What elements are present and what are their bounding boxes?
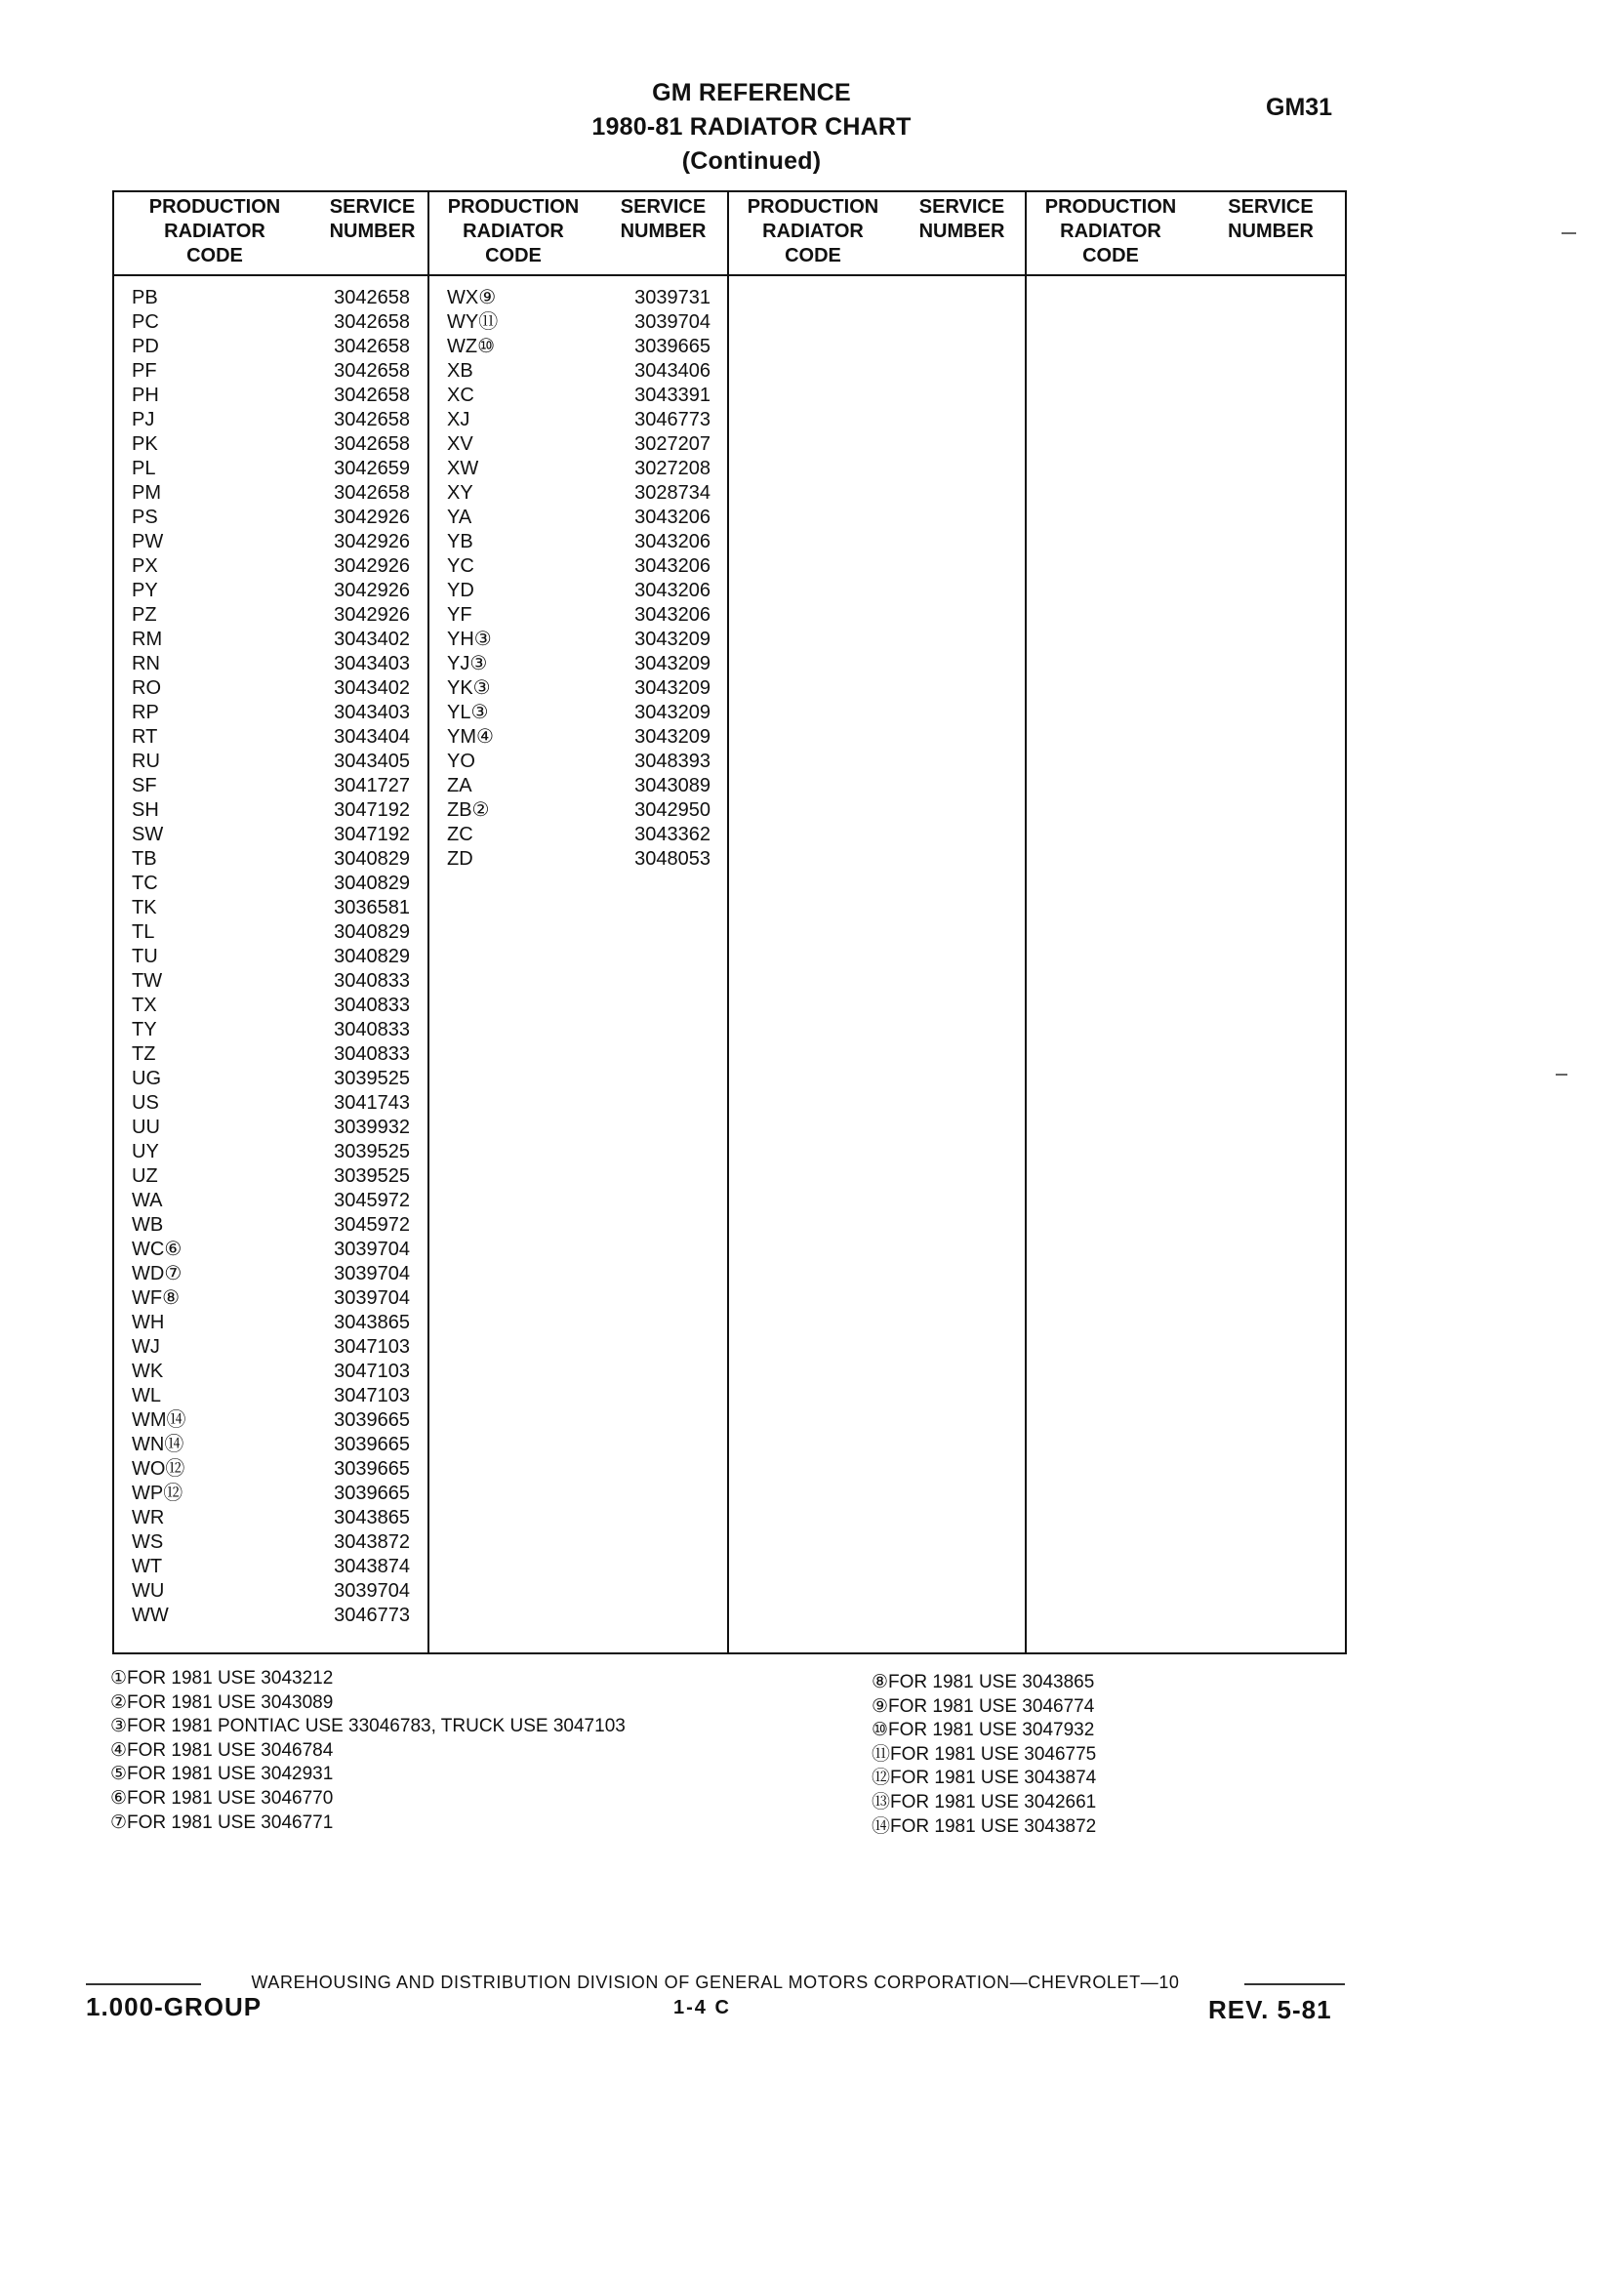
- table-row: [132, 310, 410, 335]
- production-code: XC: [447, 385, 474, 406]
- production-code: YM④: [447, 726, 494, 748]
- footnote: ⑤FOR 1981 USE 3042931: [110, 1764, 334, 1785]
- service-number: 3039525: [334, 1141, 410, 1162]
- table-row: [447, 628, 710, 652]
- production-code: WZ⑩: [447, 336, 496, 357]
- footnote: ⑧FOR 1981 USE 3043865: [872, 1672, 1095, 1692]
- production-code: TK: [132, 897, 157, 918]
- service-number: 3045972: [334, 1214, 410, 1236]
- production-code: PB: [132, 287, 158, 308]
- table-row: [132, 359, 410, 384]
- table-row: [132, 1018, 410, 1042]
- production-code: RU: [132, 751, 160, 772]
- service-number: 3039932: [334, 1117, 410, 1138]
- table-row: [132, 1042, 410, 1067]
- service-number: 3043405: [334, 751, 410, 772]
- table-row: [447, 286, 710, 310]
- table-row: [447, 750, 710, 774]
- column-divider: [727, 190, 729, 1654]
- table-row: [447, 310, 710, 335]
- table-row: [447, 384, 710, 408]
- margin-mark: [1556, 1074, 1567, 1076]
- table-row: [132, 1482, 410, 1506]
- production-code: TU: [132, 946, 158, 967]
- column-divider: [427, 190, 429, 1654]
- production-code: WH: [132, 1312, 165, 1333]
- service-number: 3045972: [334, 1190, 410, 1211]
- production-code: PD: [132, 336, 159, 357]
- service-number: 3039704: [334, 1263, 410, 1284]
- service-number: 3042658: [334, 433, 410, 455]
- production-code: XB: [447, 360, 473, 382]
- table-row: [132, 798, 410, 823]
- table-row: [447, 554, 710, 579]
- service-number: 3047103: [334, 1336, 410, 1358]
- production-code: SH: [132, 799, 159, 821]
- service-number: 3039665: [634, 336, 710, 357]
- table-row: [132, 1457, 410, 1482]
- service-number: 3040829: [334, 921, 410, 943]
- table-row: [132, 384, 410, 408]
- service-number: 3048053: [634, 848, 710, 870]
- service-number: 3040833: [334, 970, 410, 992]
- service-number: 3040833: [334, 995, 410, 1016]
- production-code: PY: [132, 580, 158, 601]
- footer-division-text: [86, 1973, 1345, 1993]
- service-number: 3040833: [334, 1019, 410, 1040]
- production-code: ZA: [447, 775, 472, 796]
- production-code: PZ: [132, 604, 157, 626]
- service-number: 3046773: [334, 1605, 410, 1626]
- production-code: TB: [132, 848, 157, 870]
- table-row: [132, 1408, 410, 1433]
- margin-mark: [1562, 232, 1576, 234]
- production-code: PS: [132, 507, 158, 528]
- service-number: 3039704: [334, 1239, 410, 1260]
- service-number: 3043402: [334, 677, 410, 699]
- service-number: 3043362: [634, 824, 710, 845]
- table-row: [132, 1140, 410, 1164]
- production-code: RM: [132, 629, 163, 650]
- table-row: [447, 457, 710, 481]
- production-code: YK③: [447, 677, 491, 699]
- production-code: PF: [132, 360, 157, 382]
- table-row: [447, 335, 710, 359]
- table-row: [132, 286, 410, 310]
- table-row: [447, 798, 710, 823]
- service-number: 3043206: [634, 507, 710, 528]
- table-row: [132, 1433, 410, 1457]
- table-row: [132, 1579, 410, 1604]
- table-row: [447, 701, 710, 725]
- production-code: WD⑦: [132, 1263, 183, 1284]
- service-number: 3042658: [334, 287, 410, 308]
- footnote: ②FOR 1981 USE 3043089: [110, 1691, 334, 1713]
- production-code: WJ: [132, 1336, 160, 1358]
- production-code: RT: [132, 726, 158, 748]
- service-number: 3043406: [634, 360, 710, 382]
- service-number: 3041727: [334, 775, 410, 796]
- production-code: RO: [132, 677, 161, 699]
- production-code: PL: [132, 458, 156, 479]
- chart-title: 1980-81 RADIATOR CHART: [591, 113, 912, 141]
- service-number: 3027208: [634, 458, 710, 479]
- production-code: PH: [132, 385, 159, 406]
- footnotes-left: [110, 1667, 626, 1835]
- table-row: [132, 1604, 410, 1628]
- table-row: [132, 1506, 410, 1530]
- table-row: [132, 823, 410, 847]
- table-row: [132, 603, 410, 628]
- service-number: 3042658: [334, 311, 410, 333]
- production-code: PM: [132, 482, 161, 504]
- service-number: 3043206: [634, 604, 710, 626]
- service-number: 3028734: [634, 482, 710, 504]
- production-code: WY⑪: [447, 311, 499, 333]
- production-code: WP⑫: [132, 1483, 183, 1504]
- production-code: PW: [132, 531, 164, 552]
- service-number: 3039665: [334, 1409, 410, 1431]
- service-number: 3042658: [334, 409, 410, 430]
- table-row: [447, 725, 710, 750]
- table-row: [447, 506, 710, 530]
- footnote: ③FOR 1981 PONTIAC USE 33046783, TRUCK USE 3047103: [110, 1716, 626, 1737]
- service-number: 3043391: [634, 385, 710, 406]
- footnote: ⑭FOR 1981 USE 3043872: [872, 1815, 1097, 1837]
- table-row: [132, 945, 410, 969]
- production-code: UG: [132, 1068, 161, 1089]
- table-row: [132, 920, 410, 945]
- production-code: YL③: [447, 702, 489, 723]
- service-number: 3042926: [334, 555, 410, 577]
- service-number: 3036581: [334, 897, 410, 918]
- service-number: 3047192: [334, 824, 410, 845]
- table-row: [132, 1555, 410, 1579]
- table-row: [132, 676, 410, 701]
- table-row: [132, 1384, 410, 1408]
- service-number: 3043209: [634, 677, 710, 699]
- production-code: XJ: [447, 409, 470, 430]
- footnote: ⑦FOR 1981 USE 3046771: [110, 1812, 334, 1833]
- table-row: [132, 579, 410, 603]
- production-code: YC: [447, 555, 474, 577]
- production-code: TX: [132, 995, 157, 1016]
- footer-revision: REV. 5-81: [1208, 1995, 1332, 2024]
- footnote: ⑪FOR 1981 USE 3046775: [872, 1743, 1097, 1765]
- table-row: [132, 335, 410, 359]
- footnote: ⑥FOR 1981 USE 3046770: [110, 1787, 334, 1809]
- table-row: [132, 506, 410, 530]
- table-row: [132, 701, 410, 725]
- footnote: ⑬FOR 1981 USE 3042661: [872, 1791, 1097, 1812]
- production-code: WC⑥: [132, 1239, 183, 1260]
- production-code: WM⑭: [132, 1409, 186, 1431]
- service-number: 3043209: [634, 726, 710, 748]
- table-row: [132, 1189, 410, 1213]
- table-row: [447, 823, 710, 847]
- production-code: TC: [132, 873, 158, 894]
- service-number: 3042658: [334, 385, 410, 406]
- service-number: 3040829: [334, 946, 410, 967]
- production-code: US: [132, 1092, 159, 1114]
- title-block: [527, 76, 976, 179]
- table-row: [447, 432, 710, 457]
- table-row: [132, 994, 410, 1018]
- production-code: XW: [447, 458, 479, 479]
- header-service-number: SERVICE NUMBER: [620, 196, 707, 242]
- table-row: [132, 1286, 410, 1311]
- production-code: WT: [132, 1556, 163, 1577]
- header-service-number: SERVICE NUMBER: [329, 196, 416, 242]
- table-row: [132, 1116, 410, 1140]
- header-service-number: SERVICE NUMBER: [1228, 196, 1314, 242]
- service-number: 3039665: [334, 1434, 410, 1455]
- document-code: GM31: [1266, 94, 1333, 121]
- production-code: UU: [132, 1117, 160, 1138]
- table-row: [132, 847, 410, 872]
- table-row: [132, 1238, 410, 1262]
- table-row: [132, 1311, 410, 1335]
- production-code: WX⑨: [447, 287, 497, 308]
- production-code: TY: [132, 1019, 157, 1040]
- production-code: UZ: [132, 1165, 158, 1187]
- table-row: [447, 847, 710, 872]
- radiator-chart-table: [112, 190, 1347, 1654]
- service-number: 3042658: [334, 336, 410, 357]
- table-row: [132, 1067, 410, 1091]
- table-row: [132, 1530, 410, 1555]
- service-number: 3043872: [334, 1531, 410, 1553]
- service-number: 3039525: [334, 1068, 410, 1089]
- footnote: ④FOR 1981 USE 3046784: [110, 1739, 334, 1761]
- production-code: SW: [132, 824, 164, 845]
- footer-division-label: WAREHOUSING AND DISTRIBUTION DIVISION OF GENERAL MOTORS CORPORATION—CHEVROLET—10: [247, 1973, 1183, 1992]
- production-code: WF⑧: [132, 1287, 181, 1309]
- production-code: WB: [132, 1214, 164, 1236]
- production-code: TZ: [132, 1043, 156, 1065]
- service-number: 3043874: [334, 1556, 410, 1577]
- table-row: [447, 408, 710, 432]
- production-code: ZD: [447, 848, 473, 870]
- table-row: [447, 774, 710, 798]
- table-row: [132, 774, 410, 798]
- service-number: 3047192: [334, 799, 410, 821]
- production-code: WR: [132, 1507, 165, 1528]
- footnotes-right: [872, 1671, 1096, 1839]
- service-number: 3043206: [634, 531, 710, 552]
- service-number: 3039525: [334, 1165, 410, 1187]
- production-code: SF: [132, 775, 157, 796]
- service-number: 3043209: [634, 629, 710, 650]
- service-number: 3043403: [334, 702, 410, 723]
- service-number: 3040833: [334, 1043, 410, 1065]
- table-row: [447, 481, 710, 506]
- service-number: 3043206: [634, 555, 710, 577]
- service-number: 3039704: [334, 1580, 410, 1602]
- table-row: [447, 579, 710, 603]
- production-code: WW: [132, 1605, 169, 1626]
- production-code: YB: [447, 531, 473, 552]
- table-row: [132, 554, 410, 579]
- header-production-code: PRODUCTION RADIATOR CODE: [1044, 196, 1177, 266]
- table-row: [132, 1091, 410, 1116]
- table-row: [132, 432, 410, 457]
- service-number: 3043403: [334, 653, 410, 674]
- service-number: 3043865: [334, 1312, 410, 1333]
- table-row: [132, 628, 410, 652]
- production-code: WL: [132, 1385, 161, 1406]
- footnote: ⑨FOR 1981 USE 3046774: [872, 1695, 1095, 1717]
- table-row: [132, 1335, 410, 1360]
- production-code: PJ: [132, 409, 155, 430]
- service-number: 3043402: [334, 629, 410, 650]
- table-row: [132, 896, 410, 920]
- footer-page-number: 1-4 C: [673, 1997, 731, 2018]
- header-production-code: PRODUCTION RADIATOR CODE: [148, 196, 281, 266]
- service-number: 3039704: [334, 1287, 410, 1309]
- service-number: 3042926: [334, 531, 410, 552]
- production-code: ZB②: [447, 799, 490, 821]
- service-number: 3043404: [334, 726, 410, 748]
- table-row: [132, 1360, 410, 1384]
- column-group-2: [447, 286, 710, 872]
- production-code: YJ③: [447, 653, 488, 674]
- production-code: PX: [132, 555, 158, 577]
- table-row: [132, 969, 410, 994]
- table-row: [132, 872, 410, 896]
- production-code: WO⑫: [132, 1458, 185, 1480]
- table-row: [132, 457, 410, 481]
- table-row: [447, 603, 710, 628]
- service-number: 3043089: [634, 775, 710, 796]
- table-row: [447, 652, 710, 676]
- header-service-number: SERVICE NUMBER: [918, 196, 1005, 242]
- table-row: [132, 481, 410, 506]
- service-number: 3043209: [634, 702, 710, 723]
- header-production-code: PRODUCTION RADIATOR CODE: [447, 196, 580, 266]
- table-row: [132, 530, 410, 554]
- production-code: YF: [447, 604, 472, 626]
- service-number: 3043206: [634, 580, 710, 601]
- production-code: XV: [447, 433, 473, 455]
- column-divider: [1025, 190, 1027, 1654]
- production-code: TW: [132, 970, 163, 992]
- service-number: 3040829: [334, 873, 410, 894]
- continued-label: (Continued): [681, 147, 822, 175]
- production-code: PK: [132, 433, 158, 455]
- production-code: PC: [132, 311, 159, 333]
- production-code: RP: [132, 702, 159, 723]
- document-title: GM REFERENCE: [652, 79, 851, 106]
- production-code: WN⑭: [132, 1434, 184, 1455]
- service-number: 3043865: [334, 1507, 410, 1528]
- column-group-1: [132, 286, 410, 1628]
- production-code: WK: [132, 1361, 164, 1382]
- service-number: 3042658: [334, 482, 410, 504]
- production-code: UY: [132, 1141, 159, 1162]
- production-code: RN: [132, 653, 160, 674]
- service-number: 3047103: [334, 1361, 410, 1382]
- service-number: 3042950: [634, 799, 710, 821]
- footnote: ⑫FOR 1981 USE 3043874: [872, 1768, 1097, 1789]
- production-code: XY: [447, 482, 473, 504]
- table-row: [132, 1164, 410, 1189]
- production-code: YH③: [447, 629, 492, 650]
- table-row: [447, 676, 710, 701]
- footnote: ①FOR 1981 USE 3043212: [110, 1668, 334, 1689]
- table-row: [132, 750, 410, 774]
- table-row: [132, 408, 410, 432]
- service-number: 3039731: [634, 287, 710, 308]
- service-number: 3039665: [334, 1458, 410, 1480]
- production-code: TL: [132, 921, 155, 943]
- service-number: 3047103: [334, 1385, 410, 1406]
- service-number: 3040829: [334, 848, 410, 870]
- production-code: YD: [447, 580, 474, 601]
- service-number: 3043209: [634, 653, 710, 674]
- table-row: [447, 359, 710, 384]
- header-production-code: PRODUCTION RADIATOR CODE: [747, 196, 879, 266]
- service-number: 3042926: [334, 507, 410, 528]
- table-row: [132, 725, 410, 750]
- service-number: 3039704: [634, 311, 710, 333]
- production-code: WA: [132, 1190, 163, 1211]
- table-row: [132, 1262, 410, 1286]
- header-divider: [112, 274, 1347, 276]
- service-number: 3039665: [334, 1483, 410, 1504]
- production-code: YA: [447, 507, 472, 528]
- production-code: WS: [132, 1531, 164, 1553]
- production-code: WU: [132, 1580, 165, 1602]
- service-number: 3042926: [334, 580, 410, 601]
- production-code: ZC: [447, 824, 473, 845]
- table-row: [447, 530, 710, 554]
- service-number: 3048393: [634, 751, 710, 772]
- footer-group: 1.000-GROUP: [86, 1992, 263, 2021]
- service-number: 3042659: [334, 458, 410, 479]
- service-number: 3042926: [334, 604, 410, 626]
- service-number: 3042658: [334, 360, 410, 382]
- production-code: YO: [447, 751, 475, 772]
- service-number: 3046773: [634, 409, 710, 430]
- footnote: ⑩FOR 1981 USE 3047932: [872, 1720, 1095, 1741]
- service-number: 3027207: [634, 433, 710, 455]
- table-row: [132, 652, 410, 676]
- table-row: [132, 1213, 410, 1238]
- service-number: 3041743: [334, 1092, 410, 1114]
